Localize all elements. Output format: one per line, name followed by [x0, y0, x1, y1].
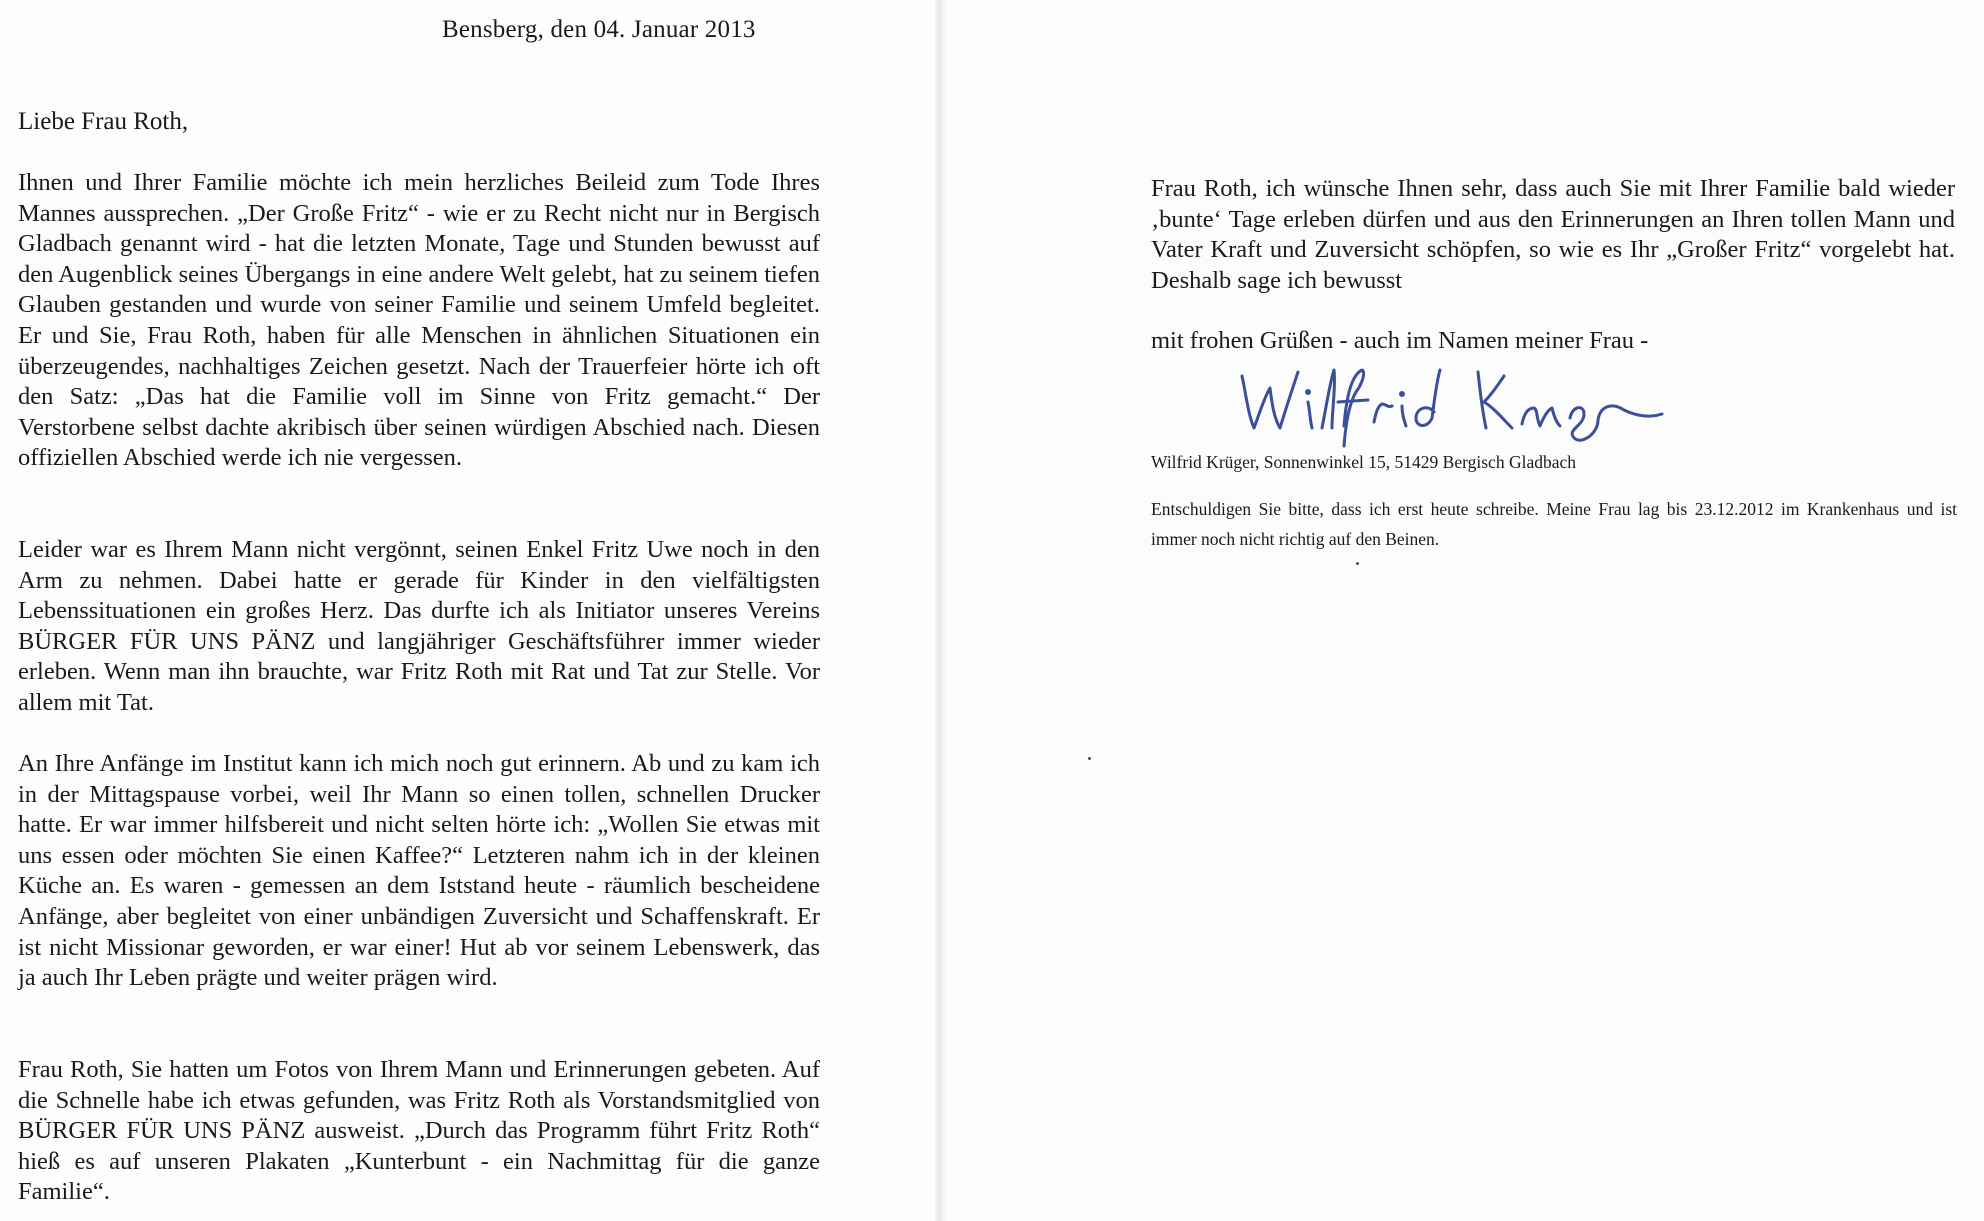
page-fold [935, 0, 945, 1221]
paragraph-institute: An Ihre Anfänge im Institut kann ich mich noch gut erinnern. Ab und zu kam ich in der Mittagspause vorbei, weil Ihr Mann so einen tollen, schnellen Drucker hatte. Er war immer hilfsbereit und nicht selten hörte ich: „Wollen Sie etwas mit uns essen oder möchten Sie einen Kaffee?“ Letzteren nahm ich in der kleinen Küche an. Es waren - gemessen an dem Iststand heute - räumlich bescheidene Anfänge, aber begleitet von einer unbändigen Zuversicht und Schaffenskraft. Er ist nicht Missionar geworden, er war einer! Hut ab vor seinem Lebenswerk, das ja auch Ihr Leben prägte und weiter prägen wird. [18, 750, 820, 992]
sender-address: Wilfrid Krüger, Sonnenwinkel 15, 51429 Bergisch Gladbach [1151, 452, 1576, 472]
handwritten-signature [1232, 362, 1672, 452]
paper-speck [1088, 757, 1091, 760]
paragraph-grandson: Leider war es Ihrem Mann nicht vergönnt, seinen Enkel Fritz Uwe noch in den Arm zu nehmen. Dabei hatte er gerade für Kinder in den vielfältigsten Lebenssituationen ein großes Herz. Das durfte ich als Initiator unseres Vereins BÜRGER FÜR UNS PÄNZ und langjähriger Geschäftsführer immer wieder erleben. Wenn man ihn brauchte, war Fritz Roth mit Rat und Tat zur Stelle. Vor allem mit Tat. [18, 536, 820, 716]
paragraph-wishes: Frau Roth, ich wünsche Ihnen sehr, dass auch Sie mit Ihrer Familie bald wieder ‚bunte‘ Tage erleben dürfen und aus den Erinnerungen an Ihren tollen Mann und Vater Kraft und Zuversicht schöpfen, so wie es Ihr „Großer Fritz“ vorgelebt hat. Deshalb sage ich bewusst [1151, 175, 1955, 294]
postscript: Entschuldigen Sie bitte, dass ich erst heute schreibe. Meine Frau lag bis 23.12.2012 im Krankenhaus und ist immer noch nicht richtig auf den Beinen. [1151, 499, 1957, 549]
date-line: Bensberg, den 04. Januar 2013 [442, 16, 756, 43]
paragraph-condolence: Ihnen und Ihrer Familie möchte ich mein herzliches Beileid zum Tode Ihres Mannes aussprechen. „Der Große Fritz“ - wie er zu Recht nicht nur in Bergisch Gladbach genannt wird - hat die letzten Monate, Tage und Stunden bewusst auf den Augenblick seines Übergangs in eine andere Welt gelebt, hat zu seinem tiefen Glauben gestanden und wurde von seiner Familie und seinem Umfeld begleitet. Er und Sie, Frau Roth, haben für alle Menschen in ähnlichen Situationen ein überzeugendes, nachhaltiges Zeichen gesetzt. Nach der Trauerfeier hörte ich oft den Satz: „Das hat die Familie voll im Sinne von Fritz gemacht.“ Der Verstorbene selbst dachte akribisch über seinen würdigen Abschied nach. Diesen offiziellen Abschied werde ich nie vergessen. [18, 169, 820, 472]
salutation: Liebe Frau Roth, [18, 108, 189, 135]
paragraph-photos: Frau Roth, Sie hatten um Fotos von Ihrem Mann und Erinnerungen gebeten. Auf die Schnelle habe ich etwas gefunden, was Fritz Roth als Vorstandsmitglied von BÜRGER FÜR UNS PÄNZ ausweist. „Durch das Programm führt Fritz Roth“ hieß es auf unseren Plakaten „Kunterbunt - ein Nachmittag für die ganze Familie“. [18, 1056, 820, 1206]
paper-speck [1356, 562, 1359, 565]
closing-line: mit frohen Grüßen - auch im Namen meiner Frau - [1151, 327, 1649, 354]
